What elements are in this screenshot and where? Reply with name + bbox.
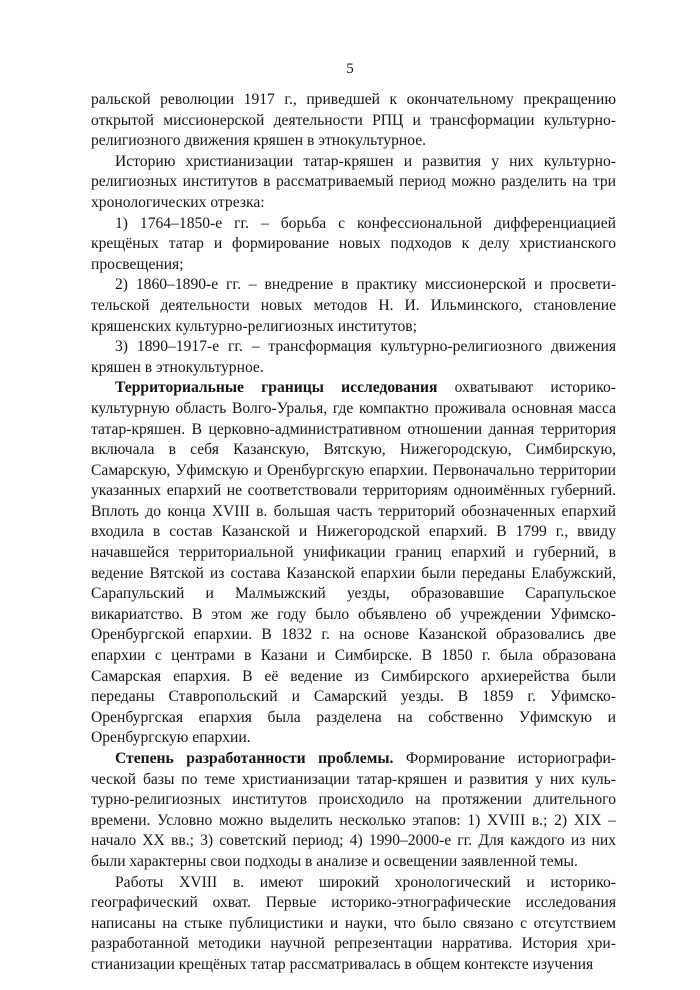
paragraph-text: Историю христианизации татар-кряшен и развития у них культурно-религиозных институтов в рассматриваемый период можно разделить на три хронологических отрезка:	[91, 152, 616, 211]
paragraph	[91, 152, 616, 214]
list-item	[91, 275, 616, 337]
paragraph-text: Работы XVIII в. имеют широкий хронологический и историко-географический охват. Первые историко-этнографические исследования написаны на стыке публицистики и науки, что было связано с отсутствием разработанной методики научной репрезентации нарратива. История христианизации крещёных татар рассматривалась в общем контексте изучения	[91, 873, 616, 973]
paragraph-text: охватывают историко-культурную область Волго-Уралья, где компактно проживала основная масса татар-кряшен. В церковно-административном отношении данная территория включала в себя Казанскую, Вятскую, Нижегородскую, Симбирскую, Самарскую, Уфимскую и Оренбургскую епархии. Первоначально территории указанных епархий не соответствовали территориям одноимённых губерний. Вплоть до конца XVIII в. большая часть территорий обозначенных епархий входила в состав Казанской и Нижегородской епархий. В 1799 г., ввиду начавшейся территориальной унификации границ епархий и губерний, в ведение Вятской из состава Казанской епархии были переданы Елабужский, Сарапульский и Малмыжский уезды, образовавшие Сарапульское викариатство. В этом же году было объявлено об учреждении Уфимско-Оренбургской епархии. В 1832 г. на основе Казанской образовались две епархии с центрами в Казани и Симбирске. В 1850 г. была образована Самарская епархия. В её ведение из Симбирского архиерейства были переданы Ставропольский и Самарский уезды. В 1859 г. Уфимско-Оренбургская епархия была разделена на собственно Уфимскую и Оренбургскую епархии.	[91, 379, 616, 747]
paragraph-text: ральской революции 1917 г., приведшей к окончательному прекращению открытой миссионерской деятельности РПЦ и трансформации культурно-религиозного движения кряшен в этнокультурное.	[91, 91, 616, 150]
paragraph	[91, 873, 616, 976]
list-item-text: 1) 1764–1850-е гг. – борьба с конфессиональной дифференциацией крещёных татар и формирование новых подходов к делу христианского просвещения;	[91, 214, 616, 273]
list-item-text: 2) 1860–1890-е гг. – внедрение в практику миссионерской и просветительской деятельности новых методов Н. И. Ильминского, становление кряшенских культурно-религиозных институтов;	[91, 276, 616, 335]
list-item	[91, 214, 616, 276]
paragraph	[91, 90, 616, 152]
list-item-text: 3) 1890–1917-е гг. – трансформация культурно-религиозного движения кряшен в этнокультурное.	[91, 338, 616, 376]
section-heading: Степень разработанности проблемы.	[115, 750, 394, 767]
body-text	[91, 90, 616, 976]
paragraph	[91, 749, 616, 873]
paragraph	[91, 378, 616, 749]
page-number: 5	[346, 61, 354, 77]
paragraph-text: Формирование историографической базы по теме христианизации татар-кряшен и развития у них культурно-религиозных институтов происходило на протяжении длительного времени. Условно можно выделить несколько этапов: 1) XVIII в.; 2) XIX – начало XX вв.; 3) советский период; 4) 1990–2000-е гг. Для каждого из них были характерны свои подходы в анализе и освещении заявленной темы.	[91, 750, 616, 870]
section-heading: Территориальные границы исследования	[115, 379, 438, 397]
list-item	[91, 337, 616, 378]
